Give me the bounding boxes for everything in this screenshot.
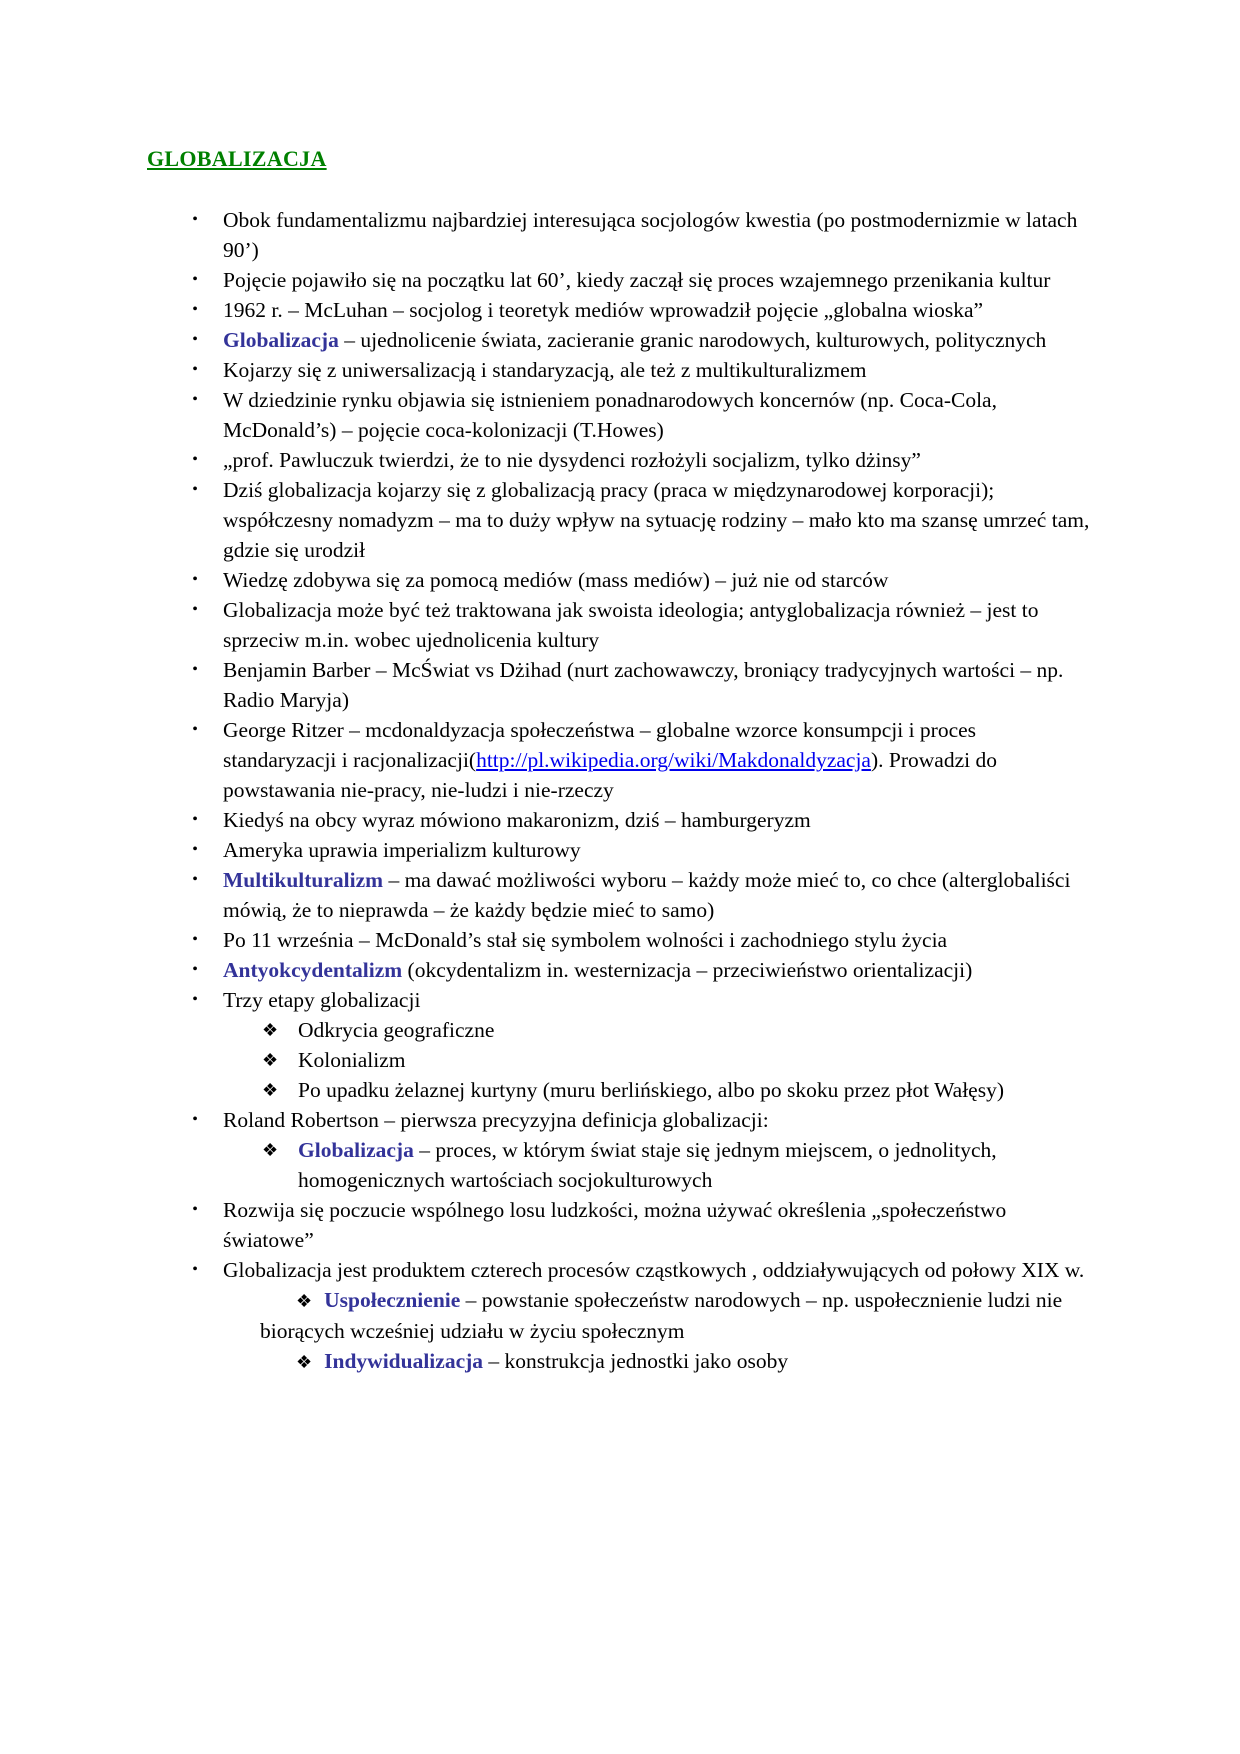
list-item: • Multikulturalizm – ma dawać możliwości wyboru – każdy może mieć to, co chce (alterglobaliści mówią, że to nieprawda – że każdy będzie mieć to samo): [0, 865, 1093, 925]
highlighted-term: Indywidualizacja: [324, 1349, 484, 1373]
list-item: • Roland Robertson – pierwsza precyzyjna definicja globalizacji:: [0, 1105, 1093, 1135]
bullet-icon: •: [192, 361, 198, 378]
list-item: • Antyokcydentalizm (okcydentalizm in. westernizacja – przeciwieństwo orientalizacji): [0, 955, 1093, 985]
list-item: • Pojęcie pojawiło się na początku lat 60’, kiedy zaczął się proces wzajemnego przenikania kultur: [0, 265, 1093, 295]
list-item: • 1962 r. – McLuhan – socjolog i teoretyk mediów wprowadził pojęcie „globalna wioska”: [0, 295, 1093, 325]
bullet-icon: •: [192, 331, 198, 348]
diamond-bullet-icon: ❖: [262, 1020, 279, 1040]
list-item: • Po 11 września – McDonald’s stał się symbolem wolności i zachodniego stylu życia: [0, 925, 1093, 955]
bullet-icon: •: [192, 811, 198, 828]
bullet-icon: •: [192, 601, 198, 618]
list-item: • Dziś globalizacja kojarzy się z globalizacją pracy (praca w międzynarodowej korporacji); współczesny nomadyzm – ma to duży wpływ na sytuację rodziny – mało kto ma szansę umrzeć tam, gdzie się urodził: [0, 475, 1093, 565]
bullet-icon: •: [192, 391, 198, 408]
sub-list-item: ❖ Globalizacja – proces, w którym świat staje się jednym miejscem, o jednolitych, homogenicznych wartościach socjokulturowych: [0, 1135, 1093, 1195]
list-item: • W dziedzinie rynku objawia się istnieniem ponadnarodowych koncernów (np. Coca-Cola, McDonald’s) – pojęcie coca-kolonizacji (T.Howes): [0, 385, 1093, 445]
diamond-bullet-icon: ❖: [262, 1050, 279, 1070]
sub-list-item: ❖ Indywidualizacja – konstrukcja jednostki jako osoby: [296, 1349, 789, 1373]
list-item: • Obok fundamentalizmu najbardziej interesująca socjologów kwestia (po postmodernizmie w latach 90’): [0, 205, 1093, 265]
list-item: • George Ritzer – mcdonaldyzacja społeczeństwa – globalne wzorce konsumpcji i proces standaryzacji i racjonalizacji(http://pl.wikipedia.org/wiki/Makdonaldyzacja). Prowadzi do powstawania nie-pracy, nie-ludzi i nie-rzeczy: [0, 715, 1093, 805]
bullet-icon: •: [192, 961, 198, 978]
sub-list-item: ❖ Odkrycia geograficzne: [0, 1015, 1093, 1045]
bullet-icon: •: [192, 211, 198, 228]
list-item: • Globalizacja jest produktem czterech procesów cząstkowych , oddziaływujących od połowy XIX w.: [0, 1255, 1093, 1285]
list-item: • Globalizacja może być też traktowana jak swoista ideologia; antyglobalizacja również – jest to sprzeciw m.in. wobec ujednolicenia kultury: [0, 595, 1093, 655]
highlighted-term: Globalizacja: [298, 1138, 414, 1162]
bullet-list: [0, 205, 1240, 1377]
list-item: • Rozwija się poczucie wspólnego losu ludzkości, można używać określenia „społeczeństwo światowe”: [0, 1195, 1093, 1255]
bullet-icon: •: [192, 931, 198, 948]
list-item: • Globalizacja – ujednolicenie świata, zacieranie granic narodowych, kulturowych, politycznych: [0, 325, 1093, 355]
bullet-icon: •: [192, 451, 198, 468]
list-item: • Wiedzę zdobywa się za pomocą mediów (mass mediów) – już nie od starców: [0, 565, 1093, 595]
sub-list-item: ❖ Uspołecznienie – powstanie społeczeństw narodowych – np. uspołecznienie ludzi nie biorących wcześniej udziału w życiu społecznym: [260, 1288, 1063, 1343]
list-item: • Benjamin Barber – McŚwiat vs Dżihad (nurt zachowawczy, broniący tradycyjnych wartości – np. Radio Maryja): [0, 655, 1093, 715]
bullet-icon: •: [192, 571, 198, 588]
bullet-icon: •: [192, 721, 198, 738]
list-item: • „prof. Pawluczuk twierdzi, że to nie dysydenci rozłożyli socjalizm, tylko dżinsy”: [0, 445, 1093, 475]
highlighted-term: Globalizacja: [223, 328, 339, 352]
bullet-icon: •: [192, 271, 198, 288]
bullet-icon: •: [192, 1261, 198, 1278]
bullet-icon: •: [192, 301, 198, 318]
bullet-icon: •: [192, 481, 198, 498]
diamond-bullet-icon: ❖: [296, 1352, 313, 1372]
sub-list-item: ❖ Kolonializm: [0, 1045, 1093, 1075]
highlighted-term: Uspołecznienie: [324, 1288, 461, 1312]
list-item: • Ameryka uprawia imperializm kulturowy: [0, 835, 1093, 865]
bullet-icon: •: [192, 661, 198, 678]
wikipedia-link[interactable]: http://pl.wikipedia.org/wiki/Makdonaldyzacja: [476, 748, 871, 772]
bullet-icon: •: [192, 871, 198, 888]
diamond-bullet-icon: ❖: [296, 1291, 313, 1311]
bullet-icon: •: [192, 841, 198, 858]
document-title: GLOBALIZACJA: [147, 146, 327, 171]
highlighted-term: Multikulturalizm: [223, 868, 384, 892]
list-item: • Kiedyś na obcy wyraz mówiono makaronizm, dziś – hamburgeryzm: [0, 805, 1093, 835]
list-item: • Trzy etapy globalizacji: [0, 985, 1093, 1015]
diamond-bullet-icon: ❖: [262, 1080, 279, 1100]
diamond-bullet-icon: ❖: [262, 1140, 279, 1160]
sub-list-item: ❖ Po upadku żelaznej kurtyny (muru berlińskiego, albo po skoku przez płot Wałęsy): [0, 1075, 1093, 1105]
highlighted-term: Antyokcydentalizm: [223, 958, 403, 982]
bullet-icon: •: [192, 1111, 198, 1128]
list-item: • Kojarzy się z uniwersalizacją i standaryzacją, ale też z multikulturalizmem: [0, 355, 1093, 385]
bullet-icon: •: [192, 991, 198, 1008]
bullet-icon: •: [192, 1201, 198, 1218]
